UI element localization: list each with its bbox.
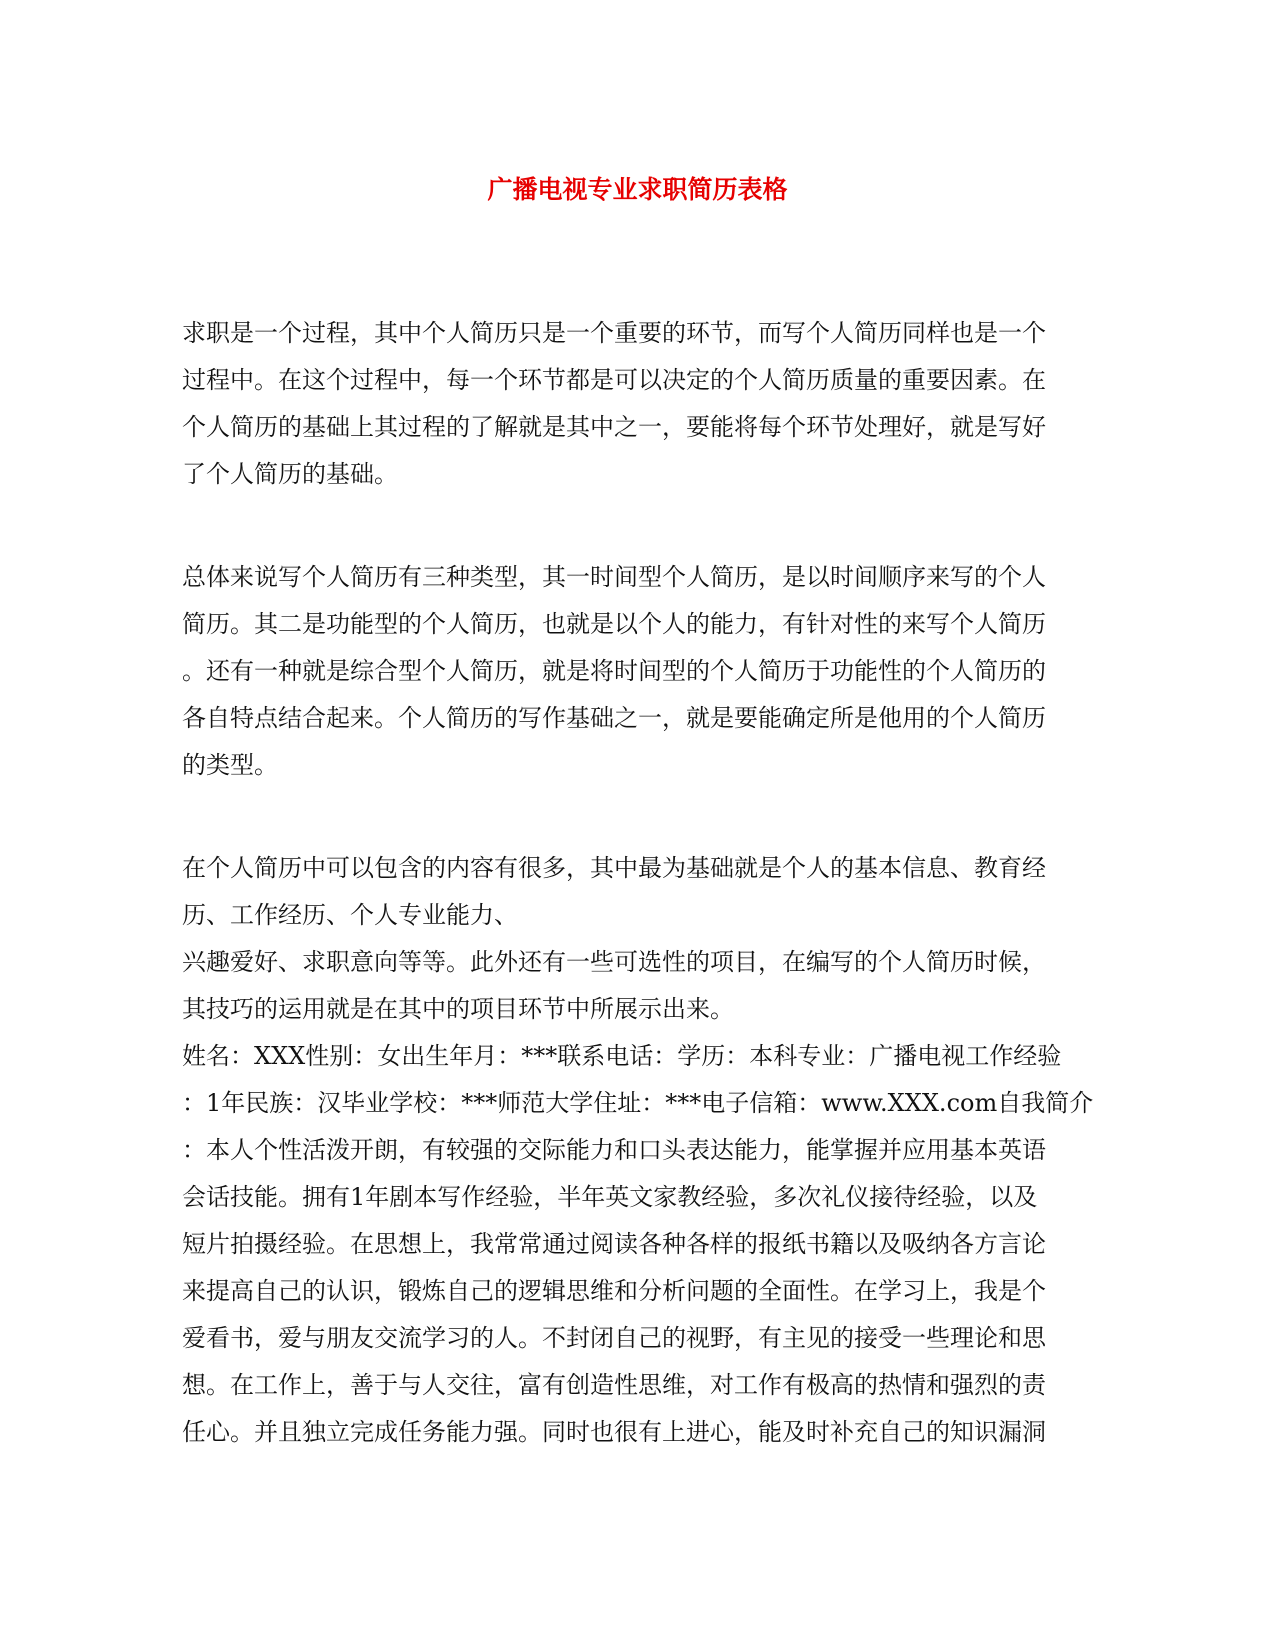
paragraph-line: 各自特点结合起来。个人简历的写作基础之一，就是要能确定所是他用的个人简历 (182, 704, 1046, 732)
paragraph-line: 求职是一个过程，其中个人简历只是一个重要的环节，而写个人简历同样也是一个 (182, 319, 1046, 347)
paragraph-line: 了个人简历的基础。 (182, 460, 398, 488)
paragraph-line: 简历。其二是功能型的个人简历，也就是以个人的能力，有针对性的来写个人简历 (182, 610, 1046, 638)
paragraph-line: ：本人个性活泼开朗，有较强的交际能力和口头表达能力，能掌握并应用基本英语 (182, 1136, 1046, 1164)
paragraph-line: 历、工作经历、个人专业能力、 (182, 901, 518, 929)
document-title: 广播电视专业求职简历表格 (487, 175, 788, 204)
paragraph-line: 姓名：XXX性别：女出生年月：***联系电话：学历：本科专业：广播电视工作经验 (182, 1042, 1062, 1070)
paragraph-line: 过程中。在这个过程中，每一个环节都是可以决定的个人简历质量的重要因素。在 (182, 366, 1046, 394)
paragraph-line: 。还有一种就是综合型个人简历，就是将时间型的个人简历于功能性的个人简历的 (182, 657, 1046, 685)
paragraph-line: 爱看书，爱与朋友交流学习的人。不封闭自己的视野，有主见的接受一些理论和思 (182, 1324, 1046, 1352)
paragraph-line: 来提高自己的认识，锻炼自己的逻辑思维和分析问题的全面性。在学习上，我是个 (182, 1277, 1046, 1305)
paragraph-line: 想。在工作上，善于与人交往，富有创造性思维，对工作有极高的热情和强烈的责 (182, 1371, 1046, 1399)
paragraph-line: 会话技能。拥有1年剧本写作经验，半年英文家教经验，多次礼仪接待经验，以及 (182, 1183, 1038, 1211)
paragraph-line: 其技巧的运用就是在其中的项目环节中所展示出来。 (182, 995, 734, 1023)
paragraph-1 (182, 310, 1075, 498)
paragraph-line: 的类型。 (182, 751, 278, 779)
paragraph-line: 任心。并且独立完成任务能力强。同时也很有上进心，能及时补充自己的知识漏洞 (182, 1418, 1046, 1446)
paragraph-2 (182, 554, 1075, 789)
paragraph-line: 个人简历的基础上其过程的了解就是其中之一，要能将每个环节处理好，就是写好 (182, 413, 1046, 441)
paragraph-line: 短片拍摄经验。在思想上，我常常通过阅读各种各样的报纸书籍以及吸纳各方言论 (182, 1230, 1046, 1258)
paragraph-line: 总体来说写个人简历有三种类型，其一时间型个人简历，是以时间顺序来写的个人 (182, 563, 1046, 591)
paragraph-3 (182, 845, 1094, 1456)
paragraph-line: ：1年民族：汉毕业学校：***师范大学住址：***电子信箱：www.XXX.com自我简介 (182, 1089, 1094, 1117)
paragraph-line: 在个人简历中可以包含的内容有很多，其中最为基础就是个人的基本信息、教育经 (182, 854, 1046, 882)
paragraph-line: 兴趣爱好、求职意向等等。此外还有一些可选性的项目，在编写的个人简历时候， (182, 948, 1046, 976)
